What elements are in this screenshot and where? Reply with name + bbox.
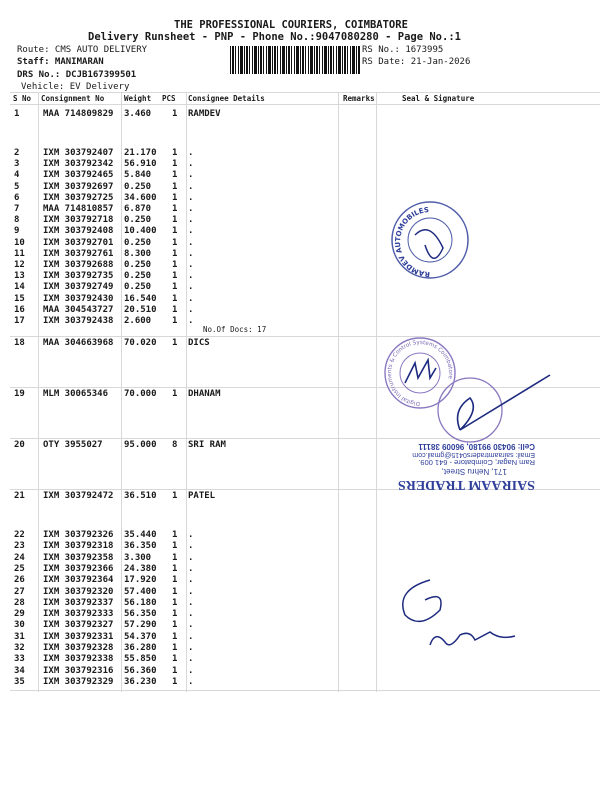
sairaam-email: Email: sairaamtraders0415@gmail.com	[412, 451, 535, 458]
sairaam-addr1: 171, Nehru Street,	[441, 467, 507, 476]
cell-cn: IXM 303792438	[43, 316, 114, 326]
cell-sno: 10	[14, 237, 25, 248]
cell-con: .	[188, 248, 194, 259]
cell-cn: IXM 303792320	[43, 586, 114, 597]
cell-pcs: 1	[172, 159, 178, 170]
cell-cn: IXM 303792338	[43, 654, 114, 665]
cell-con: .	[188, 159, 194, 170]
cell-wt: 56.360	[124, 665, 157, 676]
cell-con: .	[188, 304, 194, 315]
cell-sno: 27	[14, 586, 25, 597]
cell-wt: 70.020	[124, 338, 157, 348]
cell-wt: 36.280	[124, 643, 157, 653]
stamp-ramdev-text: RAMDEV AUTOMOBILES	[393, 205, 431, 279]
table-row	[0, 238, 600, 249]
cell-sno: 32	[14, 643, 25, 653]
cell-wt: 55.850	[124, 654, 157, 665]
cell-wt: 21.170	[124, 148, 157, 158]
cell-sno: 4	[14, 170, 20, 181]
cell-con: .	[188, 170, 194, 181]
cell-sno: 31	[14, 631, 25, 642]
cell-cn: MAA 304663968	[43, 338, 114, 348]
cell-wt: 6.870	[124, 204, 152, 214]
table-row	[0, 182, 600, 193]
cell-con: .	[188, 316, 194, 326]
cell-pcs: 1	[172, 575, 178, 586]
cell-pcs: 1	[172, 170, 178, 181]
stamp-ramdev	[380, 195, 480, 285]
cell-pcs: 1	[172, 148, 178, 158]
cell-pcs: 1	[172, 248, 178, 259]
col-remarks: Remarks	[343, 94, 375, 103]
stamp-dics-text: Digital Instruments & Control Systems Coimbatore	[387, 339, 454, 407]
col-consignee: Consignee Details	[188, 94, 265, 103]
cell-sno: 25	[14, 563, 25, 574]
cell-con: .	[188, 586, 194, 597]
cell-cn: MAA 714809829	[43, 109, 114, 119]
cell-wt: 34.600	[124, 192, 157, 203]
table-row	[0, 530, 600, 541]
cell-cn: IXM 303792465	[43, 170, 114, 181]
staff: Staff: MANIMARAN	[17, 57, 104, 67]
cell-cn: IXM 303792701	[43, 237, 114, 248]
cell-con: DICS	[188, 338, 210, 348]
cell-wt: 0.250	[124, 271, 152, 282]
col-sno: S No	[13, 94, 32, 103]
cell-sno: 35	[14, 676, 25, 687]
table-row	[0, 109, 600, 120]
cell-cn: IXM 303792735	[43, 271, 114, 282]
cell-sno: 9	[14, 226, 20, 237]
table-row	[0, 249, 600, 260]
table-row	[0, 677, 600, 688]
cell-sno: 3	[14, 159, 20, 170]
cell-pcs: 1	[172, 654, 178, 665]
cell-pcs: 1	[172, 389, 178, 399]
cell-con: .	[188, 597, 194, 608]
table-row	[0, 541, 600, 552]
cell-con: .	[188, 192, 194, 203]
cell-sno: 33	[14, 654, 25, 665]
cell-con: .	[188, 282, 194, 293]
cell-con: .	[188, 631, 194, 642]
cell-sno: 17	[14, 316, 25, 326]
rs-no: RS No.: 1673995	[362, 45, 444, 55]
cell-con: DHANAM	[188, 389, 221, 399]
cell-cn: IXM 303792407	[43, 148, 114, 158]
table-row	[0, 338, 600, 349]
signature-dhanam	[430, 370, 580, 445]
cell-wt: 36.230	[124, 676, 157, 687]
cell-sno: 24	[14, 552, 25, 563]
cell-con: .	[188, 530, 194, 540]
cell-con: .	[188, 293, 194, 304]
table-row	[0, 282, 600, 293]
cell-cn: IXM 303792749	[43, 282, 114, 293]
cell-pcs: 1	[172, 631, 178, 642]
signature-patel	[390, 570, 540, 660]
cell-wt: 35.440	[124, 530, 157, 540]
barcode	[230, 46, 360, 74]
cell-sno: 7	[14, 204, 20, 214]
cell-wt: 0.250	[124, 282, 152, 293]
cell-cn: IXM 303792316	[43, 665, 114, 676]
cell-cn: IXM 303792329	[43, 676, 114, 687]
cell-pcs: 1	[172, 620, 178, 631]
table-row	[0, 148, 600, 159]
cell-con: PATEL	[188, 491, 216, 501]
cell-cn: IXM 303792688	[43, 260, 114, 270]
cell-cn: MAA 714810857	[43, 204, 114, 214]
cell-wt: 56.910	[124, 159, 157, 170]
cell-con: .	[188, 552, 194, 563]
table-row	[0, 226, 600, 237]
cell-wt: 36.510	[124, 491, 157, 501]
cell-cn: IXM 303792697	[43, 181, 114, 192]
cell-cn: IXM 303792358	[43, 552, 114, 563]
cell-con: .	[188, 215, 194, 226]
cell-cn: IXM 303792318	[43, 541, 114, 552]
cell-con: .	[188, 541, 194, 552]
cell-wt: 36.350	[124, 541, 157, 552]
cell-sno: 30	[14, 620, 25, 631]
cell-con: .	[188, 237, 194, 248]
cell-pcs: 1	[172, 491, 178, 501]
cell-pcs: 1	[172, 676, 178, 687]
cell-sno: 22	[14, 530, 25, 540]
cell-con: .	[188, 260, 194, 270]
cell-wt: 0.250	[124, 215, 152, 226]
cell-pcs: 1	[172, 260, 178, 270]
cell-wt: 24.380	[124, 563, 157, 574]
table-row	[0, 666, 600, 677]
cell-sno: 11	[14, 248, 25, 259]
table-row	[0, 271, 600, 282]
cell-con: .	[188, 665, 194, 676]
cell-wt: 3.300	[124, 552, 152, 563]
cell-cn: MAA 304543727	[43, 304, 114, 315]
col-seal: Seal & Signature	[402, 94, 475, 103]
table-row	[0, 260, 600, 271]
stamp-sairaam	[385, 442, 535, 492]
cell-wt: 95.000	[124, 440, 157, 450]
cell-sno: 8	[14, 215, 20, 226]
cell-cn: OTY 3955027	[43, 440, 103, 450]
cell-wt: 5.840	[124, 170, 152, 181]
cell-con: .	[188, 609, 194, 620]
table-row	[0, 193, 600, 204]
cell-con: .	[188, 226, 194, 237]
table-row	[0, 215, 600, 226]
cell-cn: IXM 303792328	[43, 643, 114, 653]
cell-pcs: 1	[172, 563, 178, 574]
company-title: THE PROFESSIONAL COURIERS, COIMBATORE	[174, 19, 408, 31]
table-row	[0, 491, 600, 502]
cell-sno: 19	[14, 389, 25, 399]
cell-pcs: 1	[172, 271, 178, 282]
divider	[10, 690, 600, 691]
cell-wt: 0.250	[124, 181, 152, 192]
cell-sno: 2	[14, 148, 20, 158]
cell-cn: IXM 303792366	[43, 563, 114, 574]
col-pcs: PCS	[162, 94, 176, 103]
docs-count: No.Of Docs: 17	[203, 325, 267, 334]
cell-pcs: 1	[172, 226, 178, 237]
cell-pcs: 1	[172, 316, 178, 326]
cell-pcs: 1	[172, 192, 178, 203]
cell-pcs: 1	[172, 609, 178, 620]
cell-cn: IXM 303792326	[43, 530, 114, 540]
cell-sno: 18	[14, 338, 25, 348]
table-row	[0, 305, 600, 316]
route: Route: CMS AUTO DELIVERY	[17, 45, 148, 55]
cell-cn: IXM 303792761	[43, 248, 114, 259]
cell-pcs: 1	[172, 282, 178, 293]
rs-date: RS Date: 21-Jan-2026	[362, 57, 471, 67]
cell-con: SRI RAM	[188, 440, 226, 450]
divider	[10, 336, 600, 337]
cell-con: .	[188, 148, 194, 158]
cell-sno: 28	[14, 597, 25, 608]
table-row	[0, 316, 600, 327]
cell-cn: MLM 30065346	[43, 389, 109, 399]
cell-con: RAMDEV	[188, 109, 221, 119]
cell-cn: IXM 303792408	[43, 226, 114, 237]
sairaam-cell: Cell: 90430 99180, 96009 38111	[418, 442, 535, 451]
cell-con: .	[188, 620, 194, 631]
cell-wt: 20.510	[124, 304, 157, 315]
cell-cn: IXM 303792472	[43, 491, 114, 501]
cell-wt: 54.370	[124, 631, 157, 642]
cell-sno: 21	[14, 491, 25, 501]
cell-wt: 10.400	[124, 226, 157, 237]
cell-cn: IXM 303792342	[43, 159, 114, 170]
cell-pcs: 8	[172, 440, 178, 450]
cell-con: .	[188, 654, 194, 665]
cell-wt: 56.180	[124, 597, 157, 608]
table-row	[0, 170, 600, 181]
cell-sno: 34	[14, 665, 25, 676]
col-weight: Weight	[124, 94, 152, 103]
cell-wt: 0.250	[124, 260, 152, 270]
cell-pcs: 1	[172, 204, 178, 214]
cell-pcs: 1	[172, 215, 178, 226]
cell-pcs: 1	[172, 597, 178, 608]
cell-pcs: 1	[172, 586, 178, 597]
divider	[10, 92, 600, 93]
cell-wt: 3.460	[124, 109, 152, 119]
cell-con: .	[188, 204, 194, 214]
cell-cn: IXM 303792718	[43, 215, 114, 226]
drs-no: DRS No.: DCJB167399501	[17, 70, 137, 80]
cell-sno: 20	[14, 440, 25, 450]
cell-sno: 29	[14, 609, 25, 620]
cell-pcs: 1	[172, 293, 178, 304]
table-row	[0, 553, 600, 564]
sairaam-name: SAIRAAM TRADERS	[397, 477, 535, 492]
runsheet-subtitle: Delivery Runsheet - PNP - Phone No.:9047080280 - Page No.:1	[88, 31, 461, 43]
cell-cn: IXM 303792364	[43, 575, 114, 586]
cell-wt: 8.300	[124, 248, 152, 259]
cell-sno: 15	[14, 293, 25, 304]
cell-con: .	[188, 676, 194, 687]
cell-wt: 2.600	[124, 316, 152, 326]
cell-cn: IXM 303792430	[43, 293, 114, 304]
cell-pcs: 1	[172, 530, 178, 540]
cell-con: .	[188, 181, 194, 192]
cell-wt: 16.540	[124, 293, 157, 304]
cell-sno: 26	[14, 575, 25, 586]
cell-sno: 12	[14, 260, 25, 270]
cell-cn: IXM 303792725	[43, 192, 114, 203]
cell-con: .	[188, 271, 194, 282]
cell-pcs: 1	[172, 109, 178, 119]
cell-sno: 23	[14, 541, 25, 552]
cell-pcs: 1	[172, 552, 178, 563]
table-row	[0, 159, 600, 170]
cell-sno: 13	[14, 271, 25, 282]
divider	[10, 104, 600, 105]
cell-cn: IXM 303792337	[43, 597, 114, 608]
cell-con: .	[188, 575, 194, 586]
cell-con: .	[188, 643, 194, 653]
cell-cn: IXM 303792327	[43, 620, 114, 631]
vehicle: Vehicle: EV Delivery	[21, 82, 130, 92]
cell-sno: 1	[14, 109, 20, 119]
cell-sno: 6	[14, 192, 20, 203]
cell-pcs: 1	[172, 643, 178, 653]
table-row	[0, 294, 600, 305]
cell-sno: 14	[14, 282, 25, 293]
cell-pcs: 1	[172, 541, 178, 552]
sairaam-addr2: Ram Nagar, Coimbatore - 641 009.	[418, 458, 535, 467]
cell-wt: 56.350	[124, 609, 157, 620]
cell-wt: 0.250	[124, 237, 152, 248]
cell-wt: 57.400	[124, 586, 157, 597]
table-row	[0, 204, 600, 215]
cell-wt: 17.920	[124, 575, 157, 586]
cell-cn: IXM 303792333	[43, 609, 114, 620]
cell-cn: IXM 303792331	[43, 631, 114, 642]
cell-pcs: 1	[172, 338, 178, 348]
col-consignment: Consignment No	[41, 94, 105, 103]
cell-wt: 70.000	[124, 389, 157, 399]
cell-pcs: 1	[172, 237, 178, 248]
cell-pcs: 1	[172, 181, 178, 192]
cell-wt: 57.290	[124, 620, 157, 631]
cell-pcs: 1	[172, 665, 178, 676]
cell-pcs: 1	[172, 304, 178, 315]
cell-sno: 5	[14, 181, 20, 192]
cell-sno: 16	[14, 304, 25, 315]
cell-con: .	[188, 563, 194, 574]
